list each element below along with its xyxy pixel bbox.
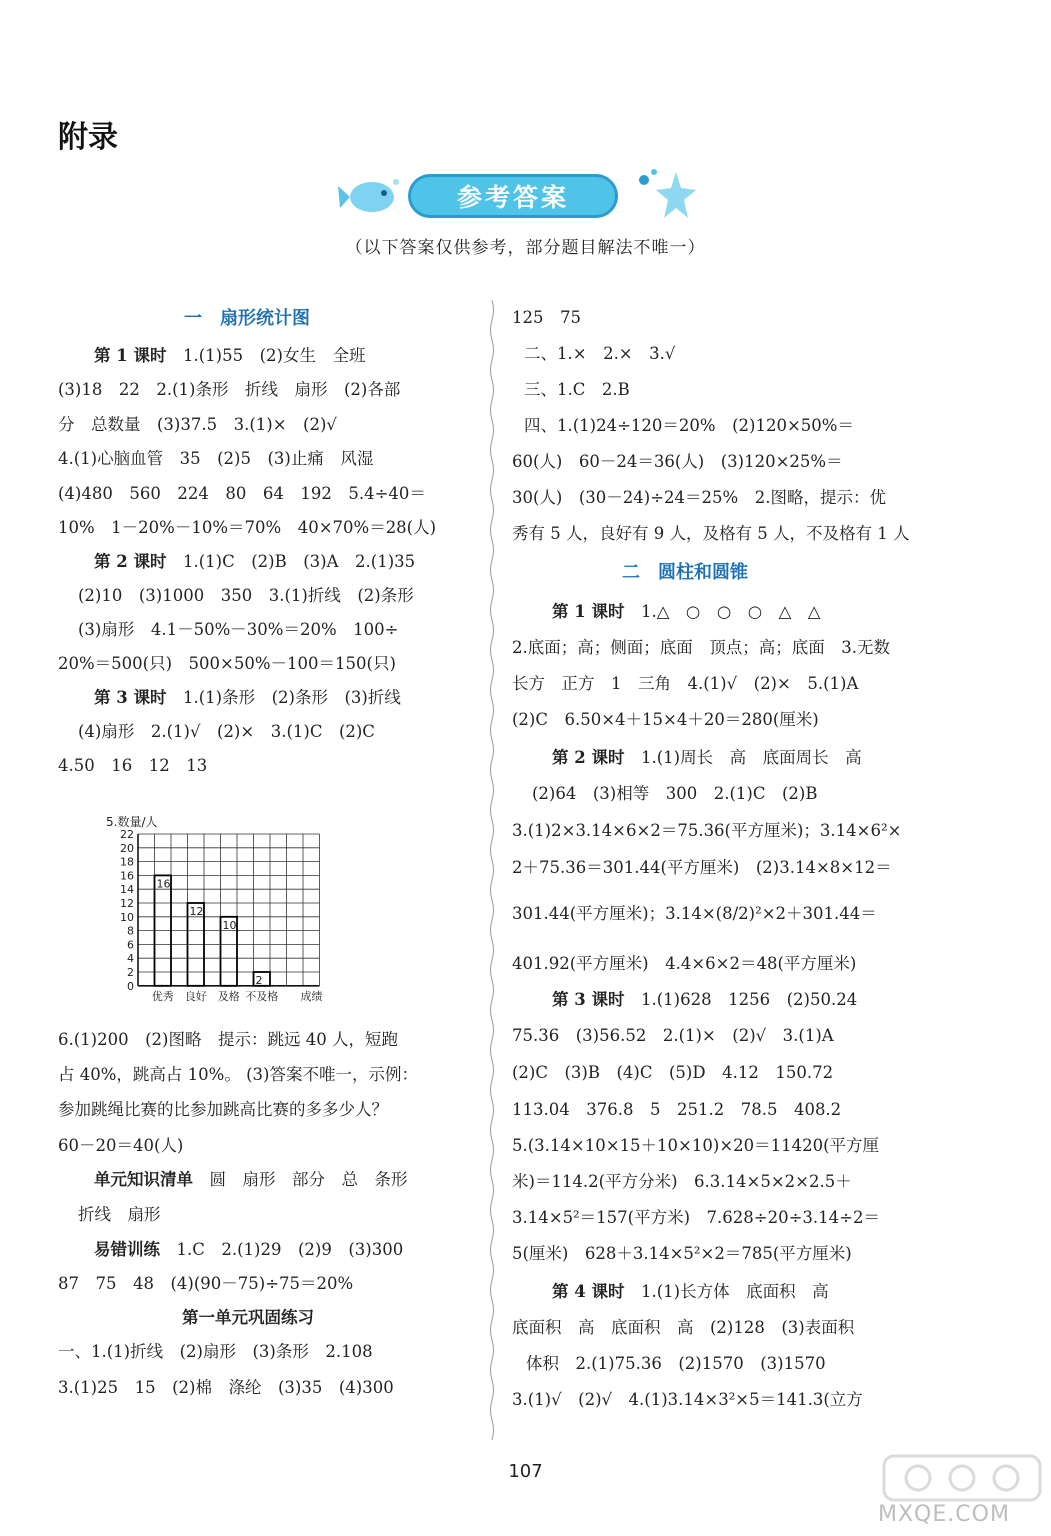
x-tick-label: 及格 xyxy=(217,989,240,1002)
x-tick-label: 不及格 xyxy=(245,989,279,1002)
text-line: 三、1.C 2.B xyxy=(524,380,630,399)
text-line: 第 3 课时 1.(1)628 1256 (2)50.24 xyxy=(552,990,858,1009)
x-tick-label: 优秀 xyxy=(151,989,174,1002)
text-line: 60(人) 60－24＝36(人) (3)120×25%＝ xyxy=(512,452,843,471)
text-line: 3.(1)√ (2)√ 4.(1)3.14×3²×5＝141.3(立方 xyxy=(512,1390,863,1409)
text-line: 二、1.× 2.× 3.√ xyxy=(524,344,676,363)
text-line: 单元知识清单 圆 扇形 部分 总 条形 xyxy=(94,1170,408,1189)
text-line: 20%＝500(只) 500×50%－100＝150(只) xyxy=(58,654,396,673)
text-line: 5.(3.14×10×15＋10×10)×20＝11420(平方厘 xyxy=(512,1136,880,1155)
y-tick-label: 6 xyxy=(127,938,134,952)
column-divider xyxy=(489,300,495,1440)
bar-value-label: 12 xyxy=(189,905,204,918)
text-line: 第 2 课时 1.(1)周长 高 底面周长 高 xyxy=(552,748,862,767)
text-line: 60－20＝40(人) xyxy=(58,1136,184,1155)
banner-title: 参考答案 xyxy=(408,174,618,218)
chart-xlabel: 成绩 xyxy=(300,989,323,1002)
text-line: 参加跳绳比赛的比参加跳高比赛的多多少人？ xyxy=(58,1100,388,1119)
text-line: 87 75 48 (4)(90－75)÷75＝20% xyxy=(58,1274,354,1293)
y-tick-label: 18 xyxy=(120,855,134,869)
page-number: 107 xyxy=(508,1461,543,1482)
text-line: 2＋75.36＝301.44(平方厘米) (2)3.14×8×12＝ xyxy=(512,858,892,877)
text-line: 401.92(平方厘米) 4.4×6×2＝48(平方厘米) xyxy=(512,954,857,973)
text-line: 体积 2.(1)75.36 (2)1570 (3)1570 xyxy=(526,1354,826,1373)
text-line: 113.04 376.8 5 251.2 78.5 408.2 xyxy=(512,1100,842,1119)
section-title-1: 一 扇形统计图 xyxy=(184,308,310,329)
y-tick-label: 0 xyxy=(127,979,134,993)
text-line: (3)扇形 4.1－50%－30%＝20% 100÷ xyxy=(78,620,399,639)
text-line: 10% 1－20%－10%＝70% 40×70%＝28(人) xyxy=(58,518,437,537)
text-line: (4)扇形 2.(1)√ (2)× 3.(1)C (2)C xyxy=(78,722,375,741)
text-line: (3)18 22 2.(1)条形 折线 扇形 (2)各部 xyxy=(58,380,401,399)
text-line: 米)＝114.2(平方分米) 6.3.14×5×2×2.5＋ xyxy=(512,1172,852,1191)
text-line: 75.36 (3)56.52 2.(1)× (2)√ 3.(1)A xyxy=(512,1026,834,1045)
text-line: 秀有 5 人，良好有 9 人，及格有 5 人，不及格有 1 人 xyxy=(512,524,910,543)
text-line: 占 40%，跳高占 10%。 (3)答案不唯一，示例： xyxy=(58,1065,418,1084)
watermark-text: MXQE.COM xyxy=(878,1502,1010,1527)
text-line: 4.50 16 12 13 xyxy=(58,756,208,775)
bar-value-label: 10 xyxy=(222,918,237,932)
starfish-icon xyxy=(638,168,698,224)
text-line: 一、1.(1)折线 (2)扇形 (3)条形 2.108 xyxy=(58,1342,373,1361)
text-line: 2.底面；高；侧面；底面 顶点；高；底面 3.无数 xyxy=(512,638,890,657)
text-line: 第 2 课时 1.(1)C (2)B (3)A 2.(1)35 xyxy=(94,552,416,571)
text-line: 3.14×5²＝157(平方米) 7.628÷20÷3.14÷2＝ xyxy=(512,1208,880,1227)
y-tick-label: 22 xyxy=(120,828,134,841)
text-line: 301.44(平方厘米)；3.14×(8/2)²×2＋301.44＝ xyxy=(512,904,877,923)
text-line: 易错训练 1.C 2.(1)29 (2)9 (3)300 xyxy=(94,1240,404,1259)
fish-icon xyxy=(338,174,400,220)
appendix-heading: 附录 xyxy=(58,120,118,155)
y-tick-label: 16 xyxy=(120,869,134,883)
text-line: 第 4 课时 1.(1)长方体 底面积 高 xyxy=(552,1282,829,1301)
text-line: 30(人) (30－24)÷24＝25% 2.图略，提示：优 xyxy=(512,488,886,507)
text-line: (2)C 6.50×4＋15×4＋20＝280(厘米) xyxy=(512,710,819,729)
chart-ylabel: 5.数量/人 xyxy=(106,815,158,829)
y-tick-label: 12 xyxy=(120,897,134,910)
text-line: 6.(1)200 (2)图略 提示：跳远 40 人，短跑 xyxy=(58,1030,398,1049)
y-tick-label: 2 xyxy=(127,966,134,979)
answer-banner xyxy=(338,168,718,228)
bar-value-label: 16 xyxy=(156,877,171,891)
text-line: 4.(1)心脑血管 35 (2)5 (3)止痛 风湿 xyxy=(58,449,374,468)
y-tick-label: 8 xyxy=(127,924,134,938)
text-line: 折线 扇形 xyxy=(78,1205,161,1224)
text-line: 3.(1)2×3.14×6×2＝75.36(平方厘米)；3.14×6²× xyxy=(512,821,902,840)
text-line: 第 1 课时 1.(1)55 (2)女生 全班 xyxy=(94,346,366,365)
text-line: (2)10 (3)1000 350 3.(1)折线 (2)条形 xyxy=(78,586,414,605)
text-line: (2)64 (3)相等 300 2.(1)C (2)B xyxy=(532,784,818,803)
text-line: (2)C (3)B (4)C (5)D 4.12 150.72 xyxy=(512,1063,834,1082)
x-tick-label: 良好 xyxy=(184,989,207,1002)
text-line: 5(厘米) 628＋3.14×5²×2＝785(平方厘米) xyxy=(512,1244,852,1263)
bar-value-label: 2 xyxy=(255,974,263,987)
text-line: 长方 正方 1 三角 4.(1)√ (2)× 5.(1)A xyxy=(512,674,859,693)
text-line: 125 75 xyxy=(512,308,581,327)
text-line: 四、1.(1)24÷120＝20% (2)120×50%＝ xyxy=(524,416,854,435)
text-line: 第 3 课时 1.(1)条形 (2)条形 (3)折线 xyxy=(94,688,401,707)
y-tick-label: 20 xyxy=(120,841,134,855)
text-line: 分 总数量 (3)37.5 3.(1)× (2)√ xyxy=(58,415,337,434)
answer-note: （以下答案仅供参考，部分题目解法不唯一） xyxy=(345,238,706,258)
text-line: (4)480 560 224 80 64 192 5.4÷40＝ xyxy=(58,484,426,503)
text-line: 3.(1)25 15 (2)棉 涤纶 (3)35 (4)300 xyxy=(58,1378,394,1397)
text-line: 第 1 课时 1.△ ○ ○ ○ △ △ xyxy=(552,602,821,621)
y-tick-label: 14 xyxy=(120,883,134,897)
review-title: 第一单元巩固练习 xyxy=(182,1308,314,1327)
y-tick-label: 4 xyxy=(127,952,134,966)
section-title-2: 二 圆柱和圆锥 xyxy=(622,562,748,583)
y-tick-label: 10 xyxy=(120,910,134,924)
bar-chart xyxy=(98,812,428,1002)
text-line: 底面积 高 底面积 高 (2)128 (3)表面积 xyxy=(512,1318,855,1337)
